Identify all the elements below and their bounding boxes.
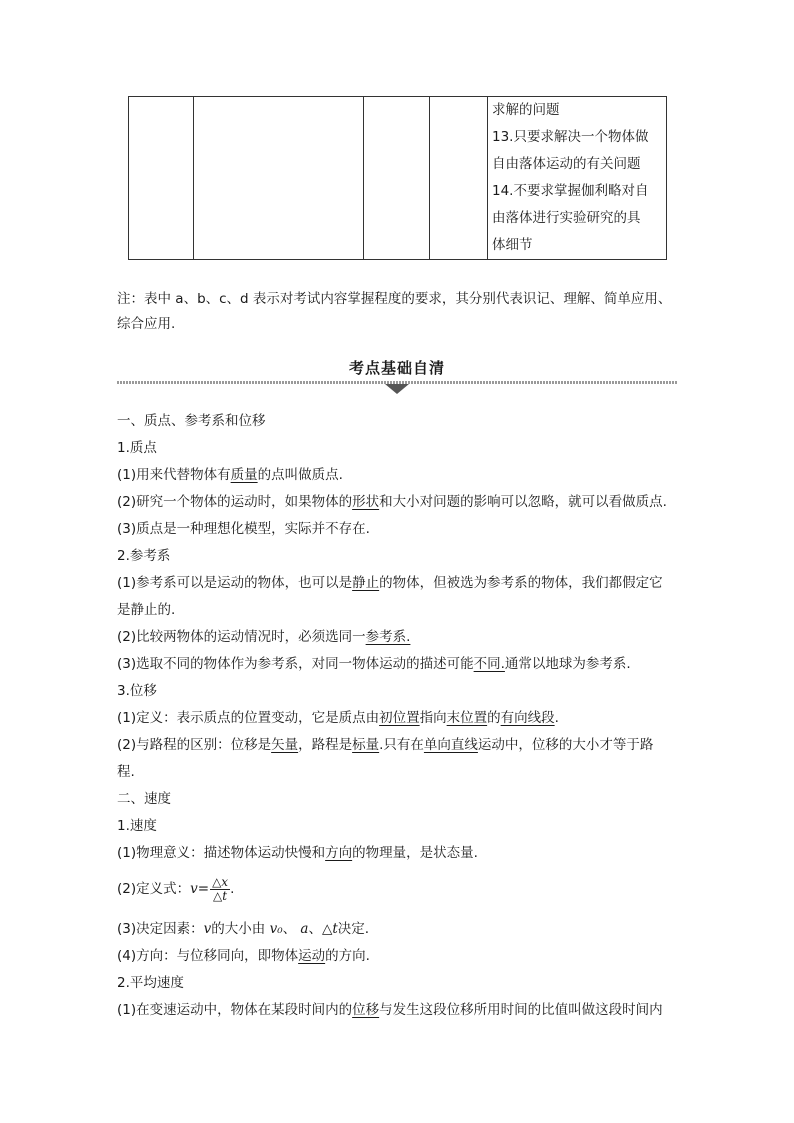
blank-answer: 位移 xyxy=(352,1002,380,1018)
velocity-fraction: $\frac{\triangle x}{\triangle t}$ xyxy=(212,874,229,903)
requirements-table xyxy=(128,96,667,260)
formula-line: (2)定义式：v= $\frac{\triangle x}{\triangle t}$ . xyxy=(117,874,235,903)
blank-answer: 标量 xyxy=(352,737,380,753)
table-cell-line: 由落体进行实验研究的具 xyxy=(492,210,641,226)
paragraph: (3)决定因素：v的大小由 v₀、 a、△t决定. xyxy=(117,921,370,937)
blank-answer: 有向线段 xyxy=(500,710,555,726)
subsection-title: 2.平均速度 xyxy=(117,975,184,991)
blank-answer: 末位置 xyxy=(446,710,488,726)
subsection-title: 2.参考系 xyxy=(117,548,171,564)
paragraph: (1)在变速运动中，物体在某段时间内的位移与发生这段位移所用时间的比值叫做这段时间内 xyxy=(117,1002,663,1018)
paragraph: (2)与路程的区别：位移是矢量，路程是标量.只有在单向直线运动中，位移的大小才等于路 xyxy=(117,737,654,753)
blank-answer: 质量 xyxy=(230,467,258,483)
table-cell xyxy=(430,97,488,260)
section-heading: 二、速度 xyxy=(117,791,171,807)
section-banner-title: 考点基础自清 xyxy=(348,359,445,377)
paragraph: (4)方向：与位移同向，即物体运动的方向. xyxy=(117,948,370,964)
blank-answer: 初位置 xyxy=(379,710,420,726)
table-cell-line: 14.不要求掌握伽利略对自 xyxy=(492,183,649,199)
paragraph: (1)定义：表示质点的位置变动，它是质点由初位置指向末位置的有向线段. xyxy=(117,710,559,726)
table-cell xyxy=(194,97,364,260)
blank-answer: 运动 xyxy=(298,948,326,964)
table-cell-line: 体细节 xyxy=(492,237,533,253)
table-cell xyxy=(129,97,194,260)
subsection-title: 3.位移 xyxy=(117,683,157,699)
table-cell-requirements xyxy=(488,97,667,260)
table-cell-line: 求解的问题 xyxy=(492,102,560,118)
paragraph: (3)质点是一种理想化模型，实际并不存在. xyxy=(117,521,370,537)
blank-answer: 方向 xyxy=(325,845,353,861)
paragraph: (1)参考系可以是运动的物体，也可以是静止的物体，但被选为参考系的物体，我们都假定它 xyxy=(117,575,663,591)
paragraph-continued: 是静止的. xyxy=(117,602,176,618)
paragraph: (1)用来代替物体有质量的点叫做质点. xyxy=(117,467,343,483)
blank-answer: 形状 xyxy=(352,494,380,510)
blank-answer: 单向直线 xyxy=(423,737,478,753)
blank-answer: 参考系. xyxy=(365,629,411,645)
table-note-continued: 综合应用. xyxy=(117,316,176,332)
table-cell xyxy=(364,97,430,260)
paragraph: (2)研究一个物体的运动时，如果物体的形状和大小对问题的影响可以忽略，就可以看做质点. xyxy=(117,494,667,510)
blank-answer: 不同. xyxy=(473,656,505,672)
subsection-title: 1.质点 xyxy=(117,440,157,456)
banner-triangle-icon xyxy=(385,384,409,394)
section-heading: 一、质点、参考系和位移 xyxy=(117,413,266,429)
table-cell-line: 13.只要求解决一个物体做 xyxy=(492,129,649,145)
paragraph-continued: 程. xyxy=(117,764,135,780)
table-row xyxy=(129,97,667,260)
table-cell-line: 自由落体运动的有关问题 xyxy=(492,156,641,172)
table-note: 注：表中 a、b、c、d 表示对考试内容掌握程度的要求，其分别代表识记、理解、简单应用、 xyxy=(117,291,672,307)
blank-answer: 静止 xyxy=(352,575,380,591)
subsection-title: 1.速度 xyxy=(117,818,157,834)
paragraph: (3)选取不同的物体作为参考系，对同一物体运动的描述可能不同.通常以地球为参考系. xyxy=(117,656,631,672)
blank-answer: 矢量 xyxy=(271,737,299,753)
paragraph: (2)比较两物体的运动情况时，必须选同一参考系. xyxy=(117,629,411,645)
paragraph: (1)物理意义：描述物体运动快慢和方向的物理量，是状态量. xyxy=(117,845,478,861)
